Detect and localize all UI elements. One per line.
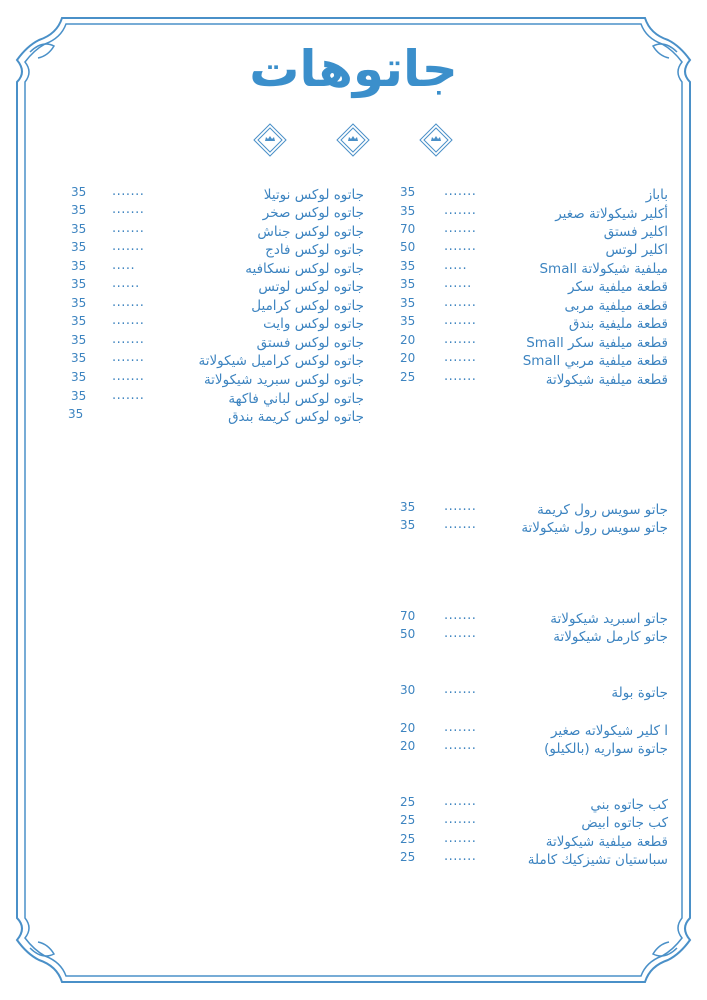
menu-item-dots: ....... — [112, 221, 145, 236]
menu-item-row — [68, 408, 364, 426]
menu-item-dots: ....... — [112, 332, 145, 347]
menu-item-name: كب جاتوه ابيض — [581, 815, 668, 831]
menu-item-name: ا كلير شيكولاته صغير — [550, 723, 668, 739]
menu-item-row — [398, 851, 668, 869]
menu-item-name: Small قطعة ميلفية مربي — [522, 353, 668, 369]
menu-item-price: 20 — [400, 721, 416, 735]
menu-item-name: كب جاتوه بني — [590, 797, 668, 813]
page-title: جاتوهات — [249, 40, 458, 98]
menu-item-price: 35 — [71, 277, 87, 291]
menu-item-price: 35 — [400, 518, 416, 532]
menu-item-row — [398, 223, 668, 241]
menu-item-dots: ....... — [444, 517, 477, 532]
menu-item-price: 20 — [400, 739, 416, 753]
menu-item-price: 25 — [400, 813, 416, 827]
menu-item-price: 25 — [400, 832, 416, 846]
menu-item-name: قطعة ميلفية سكر — [568, 279, 668, 295]
menu-item-row — [398, 186, 668, 204]
menu-item-dots: ..... — [112, 258, 136, 273]
menu-item-name: سباستيان تشيزكيك كاملة — [527, 852, 668, 868]
menu-item-dots: ....... — [112, 369, 145, 384]
menu-item-row — [398, 722, 668, 740]
menu-item-row — [398, 334, 668, 352]
menu-item-dots: ....... — [112, 313, 145, 328]
menu-item-price: 25 — [400, 370, 416, 384]
menu-item-row — [398, 241, 668, 259]
menu-item-name: قطعة مليفية بندق — [568, 316, 668, 332]
menu-item-row — [398, 371, 668, 389]
menu-item-dots: ....... — [444, 499, 477, 514]
menu-item-price: 35 — [400, 277, 416, 291]
menu-item-dots: ....... — [444, 794, 477, 809]
menu-item-row — [398, 833, 668, 851]
menu-item-dots: ....... — [112, 184, 145, 199]
diamond-crown-ornament-icon — [335, 122, 371, 158]
menu-item-price: 35 — [71, 222, 87, 236]
menu-item-name: باباز — [645, 187, 668, 203]
menu-item-price: 35 — [400, 185, 416, 199]
menu-item-name: اكلير فستق — [603, 224, 668, 240]
menu-item-name: أكلير شيكولاتة صغير — [555, 206, 668, 222]
menu-item-price: 70 — [400, 609, 416, 623]
menu-item-row — [398, 610, 668, 628]
menu-item-dots: ....... — [444, 295, 477, 310]
menu-item-price: 35 — [400, 500, 416, 514]
menu-item-name: جاتوه لوكس كريمة بندق — [228, 409, 364, 425]
menu-item-name: جاتوه لوكس وايت — [263, 316, 364, 332]
menu-item-name: جاتوة سواريه (بالكيلو) — [544, 741, 668, 757]
menu-item-dots: ....... — [444, 608, 477, 623]
menu-item-name: جاتوه لوكس لوتس — [258, 279, 364, 295]
menu-item-price: 50 — [400, 240, 416, 254]
menu-item-price: 35 — [71, 240, 87, 254]
diamond-crown-ornament-icon — [252, 122, 288, 158]
menu-item-price: 25 — [400, 795, 416, 809]
menu-item-price: 35 — [71, 259, 87, 273]
menu-item-dots: ....... — [444, 184, 477, 199]
menu-item-row — [398, 297, 668, 315]
menu-item-dots: ....... — [444, 332, 477, 347]
menu-item-row — [398, 684, 668, 702]
menu-item-name: جاتوه لوكس كراميل شيكولاتة — [198, 353, 364, 369]
menu-item-dots: ....... — [444, 812, 477, 827]
menu-item-name: جاتوه لوكس صخر — [262, 205, 364, 221]
menu-item-dots: ..... — [444, 258, 468, 273]
menu-item-price: 35 — [71, 333, 87, 347]
menu-item-dots: ....... — [444, 350, 477, 365]
menu-item-price: 35 — [71, 314, 87, 328]
menu-item-dots: ....... — [444, 203, 477, 218]
menu-item-name: جاتوه لوكس لباني فاكهة — [228, 391, 364, 407]
menu-item-price: 20 — [400, 333, 416, 347]
menu-item-name: جاتو سويس رول كريمة — [537, 502, 668, 518]
menu-item-price: 35 — [71, 389, 87, 403]
menu-item-price: 35 — [71, 203, 87, 217]
menu-item-row — [398, 260, 668, 278]
menu-item-name: جاتوه لوكس فادج — [265, 242, 364, 258]
menu-item-row — [398, 519, 668, 537]
menu-item-dots: ....... — [112, 388, 145, 403]
menu-item-name: جاتوه لوكس سبريد شيكولاتة — [203, 372, 364, 388]
diamond-crown-ornament-icon — [418, 122, 454, 158]
menu-item-row — [398, 628, 668, 646]
menu-item-row — [398, 315, 668, 333]
menu-item-name: جاتو كارمل شيكولاتة — [553, 629, 668, 645]
menu-item-price: 20 — [400, 351, 416, 365]
menu-item-name: جاتوة بولة — [611, 685, 668, 701]
menu-item-name: جاتوه لوكس نوتيلا — [263, 187, 364, 203]
menu-item-dots: ...... — [112, 276, 140, 291]
menu-item-dots: ....... — [444, 738, 477, 753]
menu-item-name: جاتو اسبريد شيكولاتة — [550, 611, 668, 627]
menu-item-dots: ....... — [444, 221, 477, 236]
menu-item-dots: ....... — [444, 849, 477, 864]
menu-item-name: جاتوه لوكس جناش — [257, 224, 364, 240]
menu-item-row — [398, 501, 668, 519]
menu-item-row — [398, 740, 668, 758]
menu-item-dots: ....... — [444, 369, 477, 384]
menu-item-price: 35 — [71, 351, 87, 365]
menu-item-dots: ....... — [112, 295, 145, 310]
menu-item-name: Small ميلفية شيكولاتة — [539, 261, 668, 277]
menu-item-row — [398, 278, 668, 296]
menu-item-dots: ....... — [444, 831, 477, 846]
menu-item-name: Small قطعة ميلفية سكر — [526, 335, 668, 351]
menu-item-name: جاتوه لوكس كراميل — [251, 298, 364, 314]
menu-item-name: جاتوه لوكس نسكافيه — [245, 261, 364, 277]
menu-item-price: 35 — [400, 204, 416, 218]
menu-item-price: 35 — [68, 407, 84, 421]
menu-item-price: 35 — [400, 296, 416, 310]
menu-item-price: 30 — [400, 683, 416, 697]
menu-item-dots: ....... — [112, 350, 145, 365]
menu-item-dots: ....... — [444, 239, 477, 254]
menu-item-row — [398, 814, 668, 832]
menu-item-dots: ....... — [112, 239, 145, 254]
menu-item-price: 35 — [71, 296, 87, 310]
menu-item-row — [68, 390, 364, 408]
menu-item-price: 35 — [400, 259, 416, 273]
menu-item-name: قطعة ميلفية شيكولاتة — [545, 372, 668, 388]
menu-item-price: 70 — [400, 222, 416, 236]
menu-item-dots: ....... — [444, 626, 477, 641]
menu-item-price: 35 — [71, 185, 87, 199]
menu-item-dots: ....... — [444, 313, 477, 328]
menu-item-dots: ....... — [444, 682, 477, 697]
menu-item-name: قطعة ميلفية مربى — [564, 298, 668, 314]
menu-item-price: 50 — [400, 627, 416, 641]
menu-item-row — [398, 796, 668, 814]
menu-item-name: اكلير لوتس — [605, 242, 668, 258]
menu-item-name: جاتوه لوكس فستق — [256, 335, 364, 351]
menu-item-row — [398, 352, 668, 370]
menu-item-price: 25 — [400, 850, 416, 864]
menu-item-name: قطعة ميلفية شيكولاتة — [545, 834, 668, 850]
menu-item-dots: ....... — [112, 202, 145, 217]
menu-item-name: جاتو سويس رول شيكولاتة — [521, 520, 668, 536]
menu-item-dots: ....... — [444, 720, 477, 735]
menu-item-row — [398, 205, 668, 223]
menu-item-price: 35 — [71, 370, 87, 384]
menu-item-price: 35 — [400, 314, 416, 328]
menu-item-dots: ...... — [444, 276, 472, 291]
